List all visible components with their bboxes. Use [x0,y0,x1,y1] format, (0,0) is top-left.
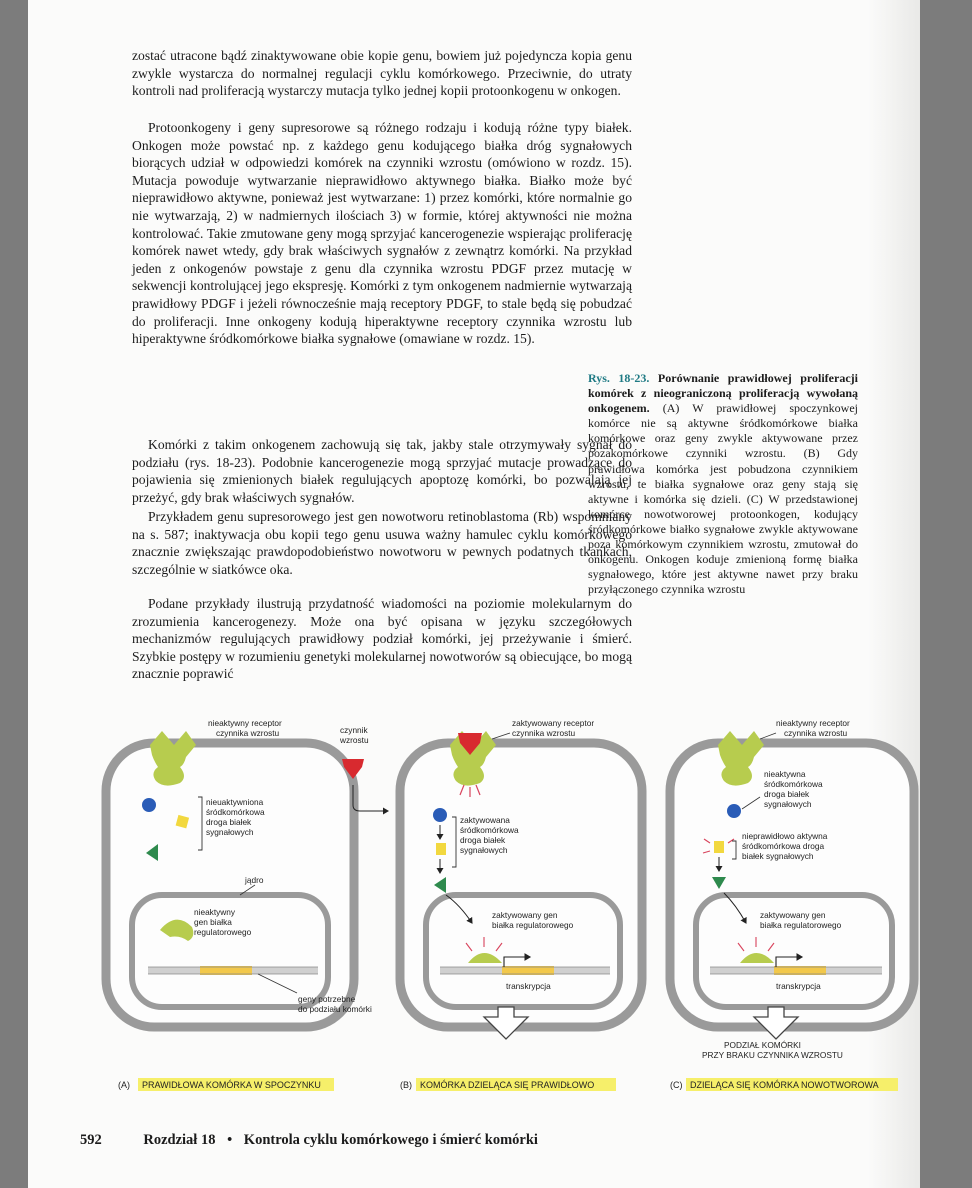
pathway-b-label: zaktywowana [460,815,510,825]
signal-protein-b-square [436,843,446,855]
figure-caption [588,371,858,597]
signal-protein-c-square [714,841,724,853]
regulator-a-label: nieaktywny [194,907,236,917]
panel-c-letter: (C) [670,1080,683,1090]
pathway-b-label-4: sygnałowych [460,845,508,855]
regulator-b-label-2: białka regulatorowego [492,920,574,930]
chapter-label: Rozdział 18 [143,1132,216,1148]
growth-factor-label: czynnik [340,725,368,735]
regulator-c-label-2: białka regulatorowego [760,920,842,930]
nucleus-label-a: jądro [245,875,264,885]
growth-factor-label-2: wzrostu [340,735,369,745]
dna-a [148,966,318,975]
body-paragraph-5: Podane przykłady ilustrują przydatność wiadomości na poziomie molekularnym do zrozumienia kancerogenezy. Może ona być opisana w języku szczegółowych mechanizmów regulujących prawidłowy podział komórki, jej przeżywanie i śmierć. Szybkie postępy w rozumieniu genetyki molekularnej nowotworów są obiecujące, bo mogą znacznie poprawić [132,596,632,682]
pathway-b-label-3: droga białek [460,835,506,845]
panel-a-title: PRAWIDŁOWA KOMÓRKA W SPOCZYNKU [142,1080,321,1090]
genes-label-a-2: do podziału komórki [298,1004,372,1014]
receptor-b-label: zaktywowany receptor [512,718,595,728]
panel-b [400,718,642,1039]
pathway-c-abnormal-label-3: białek sygnałowych [742,851,814,861]
signal-protein-a-circle [142,798,156,812]
pathway-c-inactive-label-2: śródkomórkowa [764,779,823,789]
caption-text: (A) W prawidłowej spoczynkowej komórce nie są aktywne śródkomórkowe białka komórkowe oraz geny zwykle aktywowane przez pozakomórkowe czynniki wzrostu. (B) Gdy prawidłowa komórka jest pobudzona czynnikiem wzrostu, te białka sygnałowe oraz geny stają się aktywne i komórka się dzieli. (C) W przedstawionej komórce nowotworowej protoonkogen, kodujący śródkomórkowe białko sygnałowe zwykle aktywowane poza komórkowym czynnikiem wzrostu, zmutował do onkogenu. Onkogen koduje zmienioną formę białka sygnałowego, które jest aktywne nawet przy braku przyłączonego czynnika wzrostu [588,401,859,597]
dna-b [440,966,610,975]
regulator-a-label-3: regulatorowego [194,927,252,937]
pathway-c-abnormal-label: nieprawidłowo aktywna [742,831,828,841]
receptor-a-label: nieaktywny receptor [208,718,282,728]
transcription-b-label: transkrypcja [506,981,551,991]
dna-c [710,966,882,975]
regulator-c-label: zaktywowany gen [760,910,826,920]
genes-label-a: geny potrzebne [298,994,356,1004]
pathway-a-label-2: śródkomórkowa [206,807,265,817]
regulator-a-label-2: gen białka [194,917,232,927]
body-paragraph-4: Przykładem genu supresorowego jest gen nowotworu retinoblastoma (Rb) wspomniany na s. 587; inaktywacja obu kopii tego genu usuwa ważny hamulec cyklu komórkowego znacznie zwiększając prawdopodobieństwo nowotworu w pewnych podatnych tkankach, szczególnie w siatkówce oka. [132,509,632,577]
footer-bullet: • [227,1132,233,1148]
page-number: 592 [80,1132,102,1148]
caption-title: Porównanie prawidłowej proliferacji komórek z nieograniczoną proliferacją wywołaną onkogenem. [588,371,858,416]
panel-a [106,718,372,1027]
pathway-c-abnormal-label-2: śródkomórkowa droga [742,841,825,851]
receptor-c-label: nieaktywny receptor [776,718,850,728]
panel-a-letter: (A) [118,1080,130,1090]
panel-c [670,718,914,1060]
pathway-c-inactive-label-4: sygnałowych [764,799,812,809]
pathway-c-inactive-label-3: droga białek [764,789,810,799]
pathway-c-inactive-label: nieaktywna [764,769,806,779]
receptor-c-pointer [760,733,776,739]
pathway-a-label: nieuaktywniona [206,797,264,807]
receptor-b-label-2: czynnika wzrostu [512,728,576,738]
division-c-label-2: PRZY BRAKU CZYNNIKA WZROSTU [702,1050,843,1060]
pathway-a-label-4: sygnałowych [206,827,254,837]
panel-c-title: DZIELĄCA SIĘ KOMÓRKA NOWOTWOROWA [690,1080,879,1090]
page-footer [80,1132,640,1149]
figure-18-23 [100,705,920,1105]
transcription-c-label: transkrypcja [776,981,821,991]
signal-protein-b-circle [433,808,447,822]
body-paragraph-2: Protoonkogeny i geny supresorowe są różnego rodzaju i kodują różne typy białek. Onkogen może powstać np. z każdego genu kodującego białka dróg sygnałowych biorących udział w odpowiedzi komórek na czynniki wzrostu (omówiono w rozdz. 15). Mutacja powoduje wytwarzanie nieprawidłowo aktywnego białka. Białko może być nieprawidłowo aktywne, ponieważ jest wytwarzane: 1) przez komórki, które normalnie go nie wytwarzają, 2) w nadmiernych ilościach 3) w formie, której aktywności nie można kontrolować. Takie zmutowane geny mogą sprzyjać kancerogenezie wspierając proliferację komórek nawet wtedy, gdy brak właściwych sygnałów z zewnątrz komórki. Na przykład jeden z onkogenów powstaje z genu dla czynnika wzrostu PDGF przez mutację w sekwencji kontrolującej jego ekspresję. Komórki z tym onkogenem nadmiernie wytwarzają prawidłowy PDGF i jeżeli równocześnie mają receptory PDGF, to stale będą się pobudzać do proliferacji. Inne onkogeny kodują hiperaktywne receptory czynnika wzrostu lub hiperaktywne śródkomórkowe białka sygnałowe (omawiane w rozdz. 15). [132,120,632,347]
pathway-a-label-3: droga białek [206,817,252,827]
panel-b-title: KOMÓRKA DZIELĄCA SIĘ PRAWIDŁOWO [420,1080,595,1090]
body-paragraph-3: Komórki z takim onkogenem zachowują się tak, jakby stale otrzymywały sygnał do podziału (rys. 18-23). Podobnie kancerogenezie mogą sprzyjać mutacje prowadzące do pojawienia się zmienionych białek regulujących apoptozę komórki, bo pozwalają jej przeżyć, gdy brak właściwych sygnałów. [132,437,632,505]
receptor-b-pointer [492,733,510,739]
signal-protein-c-circle [727,804,741,818]
chapter-title: Kontrola cyklu komórkowego i śmierć komórki [243,1132,538,1148]
body-paragraph-1: zostać utracone bądź zinaktywowane obie kopie genu, bowiem już pojedyncza kopia genu zwykle wystarcza do normalnej regulacji cyklu komórkowego. Przeciwnie, do utraty kontroli nad proliferacją wystarczy mutacja tylko jednej kopii protoonkogenu w onkogen. [132,48,632,99]
pathway-b-label-2: śródkomórkowa [460,825,519,835]
receptor-c-label-2: czynnika wzrostu [784,728,848,738]
panel-b-letter: (B) [400,1080,412,1090]
receptor-a-label-2: czynnika wzrostu [216,728,280,738]
regulator-b-label: zaktywowany gen [492,910,558,920]
division-c-label: PODZIAŁ KOMÓRKI [724,1040,801,1050]
caption-number: Rys. 18-23. [588,371,650,385]
